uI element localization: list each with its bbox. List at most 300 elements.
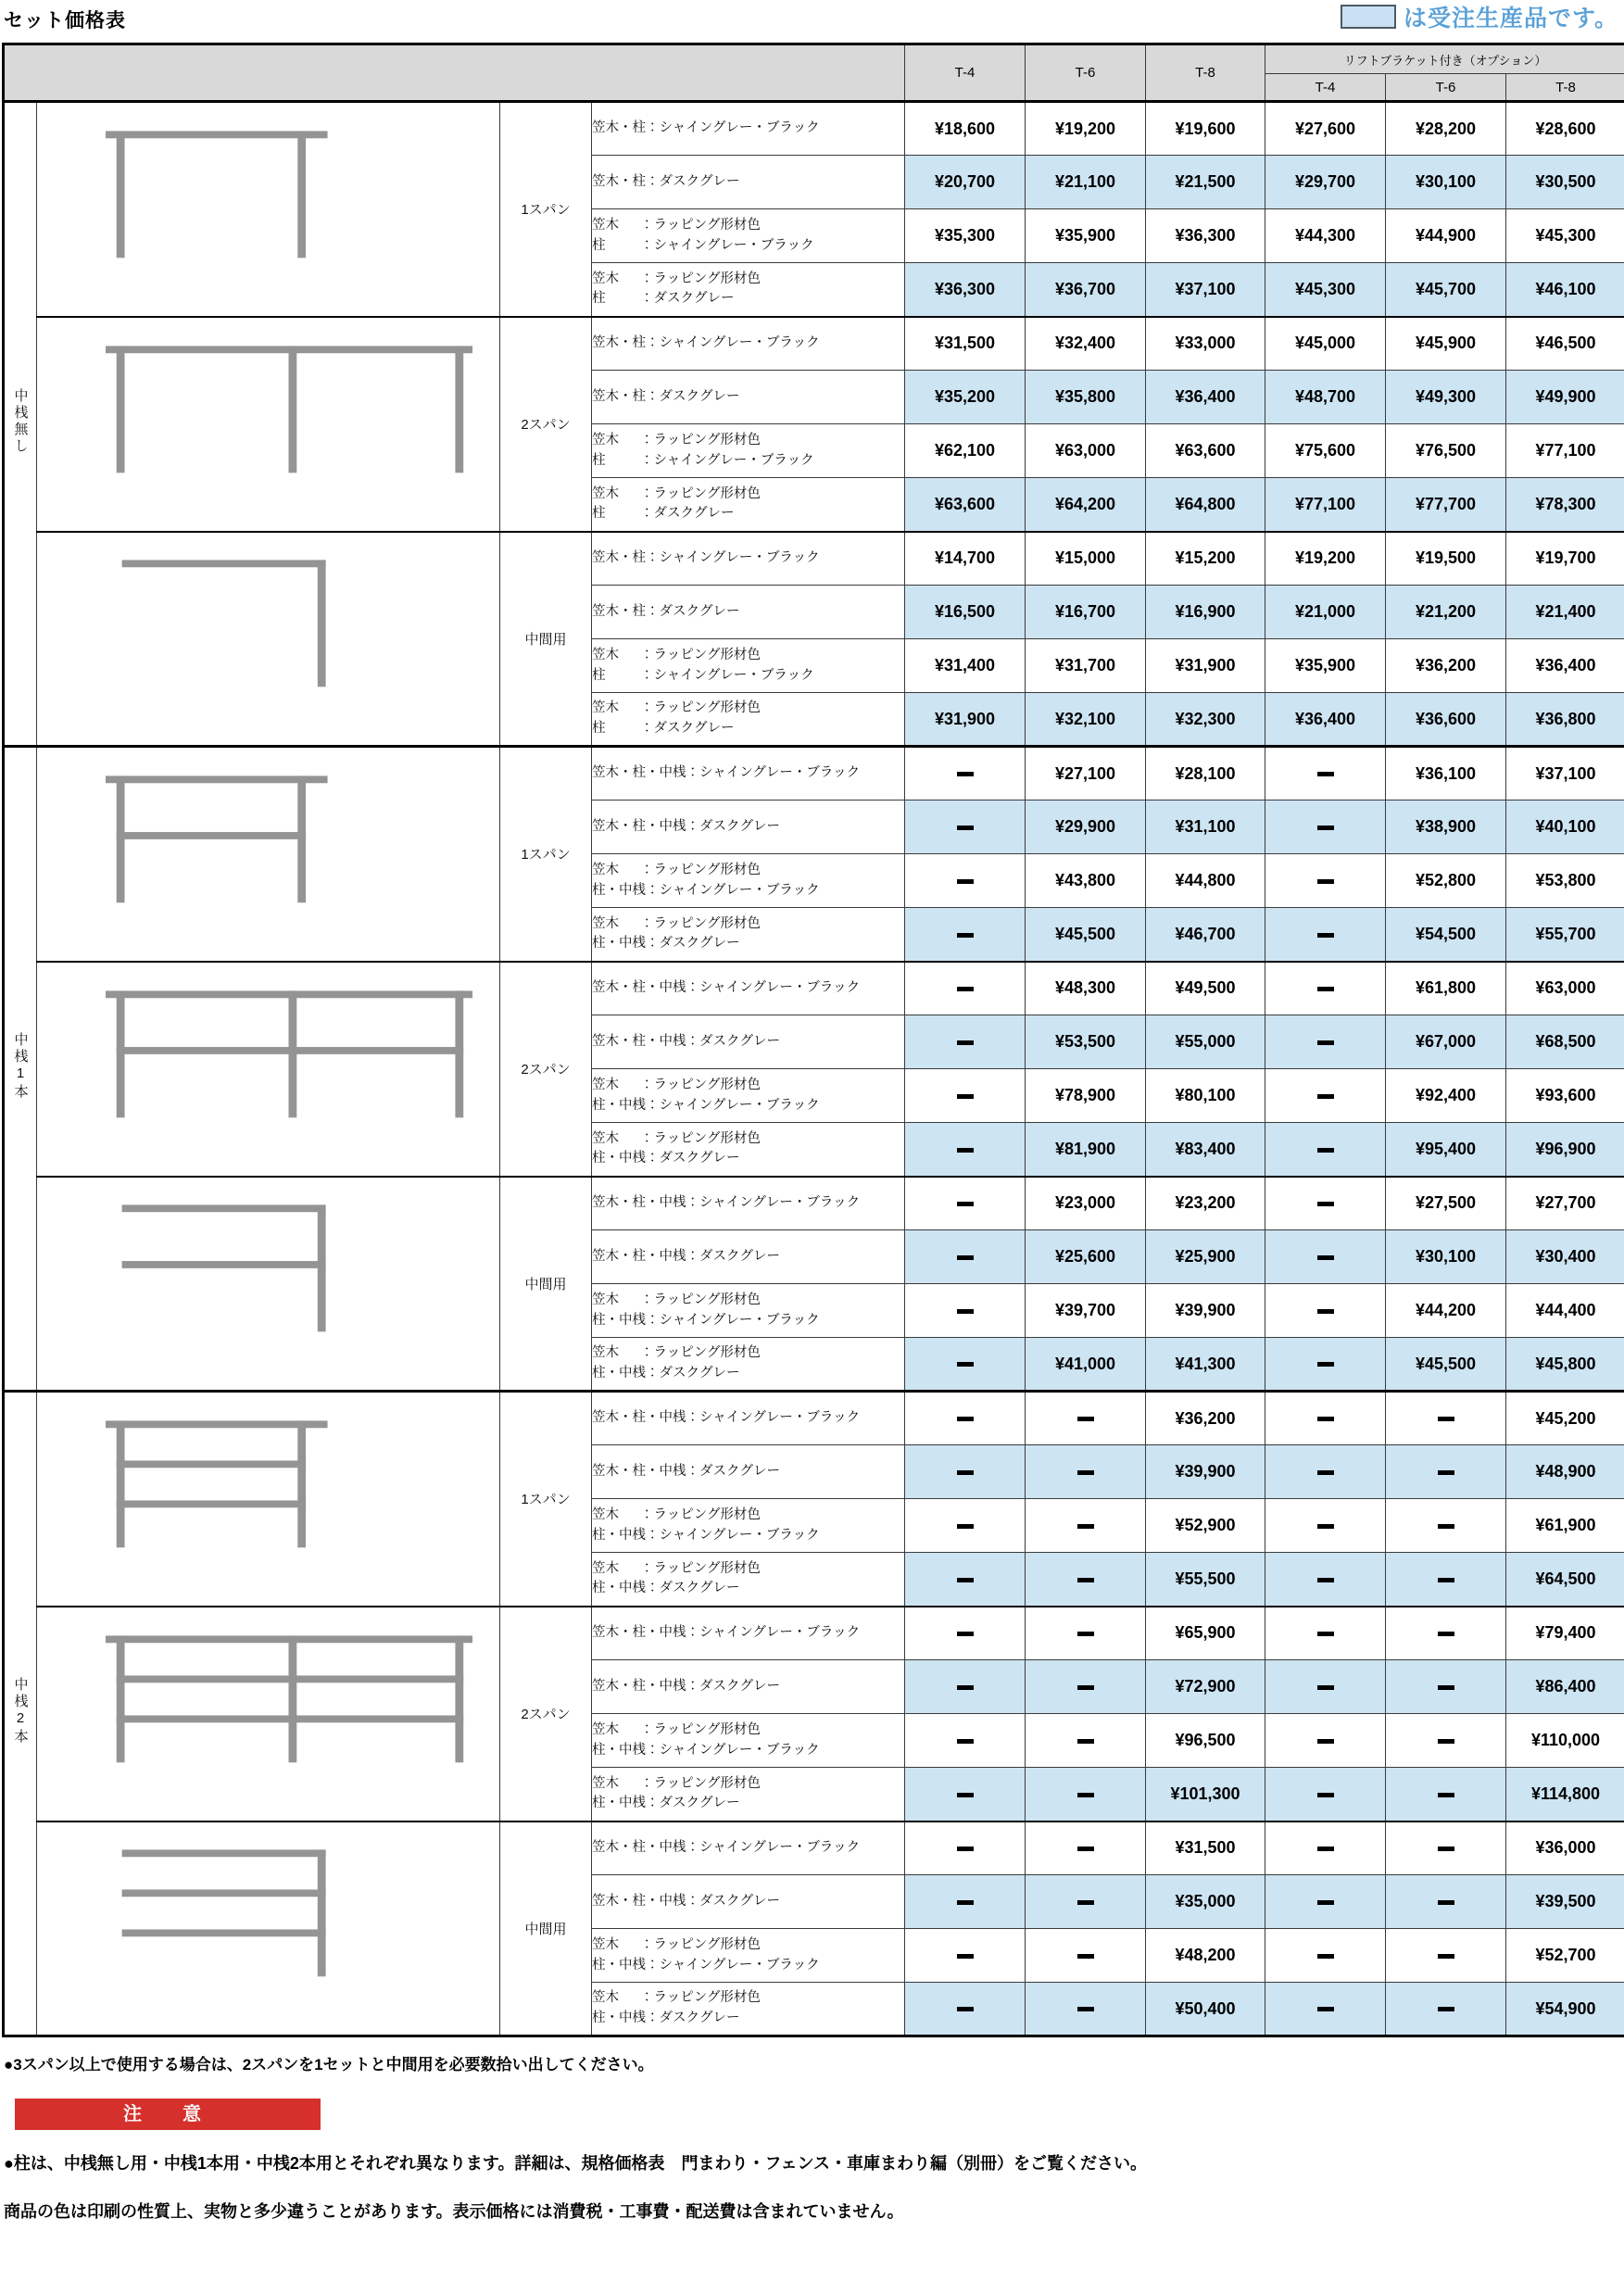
span-label-cell xyxy=(500,962,592,1177)
dash-mark xyxy=(1317,1900,1334,1905)
dash-mark xyxy=(1438,1470,1454,1475)
spec-color-value: ：シャイングレー・ブラック xyxy=(686,765,861,781)
price-cell xyxy=(905,1069,1026,1123)
price-cell xyxy=(1026,1015,1146,1069)
spec-line xyxy=(592,646,904,666)
price-value: ¥72,900 xyxy=(1175,1677,1236,1695)
spec-line xyxy=(592,666,904,687)
span-label: 中間用 xyxy=(524,1921,567,1937)
price-cell xyxy=(1026,1768,1146,1822)
price-cell xyxy=(1146,854,1265,908)
spec-line xyxy=(592,1623,904,1644)
price-value: ¥48,900 xyxy=(1535,1462,1596,1481)
price-cell xyxy=(1386,747,1506,800)
price-cell xyxy=(905,1607,1026,1660)
price-cell xyxy=(905,532,1026,586)
price-cell xyxy=(1026,1660,1146,1714)
dash-mark xyxy=(1317,1578,1334,1582)
price-value: ¥77,700 xyxy=(1415,494,1477,513)
price-value: ¥36,400 xyxy=(1535,656,1596,674)
price-cell xyxy=(1146,962,1265,1015)
spec-color-value: ：ラッピング形材色 xyxy=(640,485,761,501)
dash-mark xyxy=(1438,1685,1454,1690)
spec-line xyxy=(592,817,904,838)
spec-color-value: ：ダスクグレー xyxy=(646,1581,740,1596)
price-cell xyxy=(1386,962,1506,1015)
dash-mark xyxy=(1077,1470,1094,1475)
span-label-cell xyxy=(500,1607,592,1822)
price-cell xyxy=(1026,1607,1146,1660)
span-label: 2スパン xyxy=(521,1707,571,1722)
caution-badge: 注 意 xyxy=(15,2099,321,2130)
span-label: 1スパン xyxy=(521,1492,571,1508)
spec-cell xyxy=(592,1768,905,1822)
spec-line xyxy=(592,485,904,505)
price-value: ¥96,900 xyxy=(1535,1139,1596,1158)
spec-cell xyxy=(592,1230,905,1284)
price-value: ¥55,700 xyxy=(1535,924,1596,943)
price-cell xyxy=(1386,371,1506,424)
price-cell xyxy=(1265,908,1386,962)
price-value: ¥45,500 xyxy=(1415,1354,1477,1373)
spec-cell xyxy=(592,1069,905,1123)
price-value: ¥18,600 xyxy=(934,119,996,138)
price-cell xyxy=(1386,1230,1506,1284)
fence-diagram-span1-0rails xyxy=(56,107,482,311)
spec-cell xyxy=(592,1177,905,1230)
price-cell xyxy=(1265,1607,1386,1660)
dash-mark xyxy=(1438,1632,1454,1636)
price-cell xyxy=(905,586,1026,639)
spec-part-name: 笠木・柱・中桟 xyxy=(592,1893,686,1909)
price-cell xyxy=(1506,102,1624,156)
price-value: ¥41,300 xyxy=(1175,1354,1236,1373)
price-cell xyxy=(905,1392,1026,1445)
price-cell xyxy=(1386,854,1506,908)
price-value: ¥25,600 xyxy=(1054,1247,1116,1266)
price-value: ¥38,900 xyxy=(1415,817,1477,836)
dash-mark xyxy=(1317,879,1334,884)
price-cell xyxy=(1026,156,1146,209)
dash-mark xyxy=(1077,2007,1094,2011)
spec-color-value: ：ダスクグレー xyxy=(686,1893,780,1909)
made-to-order-legend-text: は受注生産品です。 xyxy=(1403,6,1618,32)
price-cell xyxy=(1146,1714,1265,1768)
col-header-lift-t8: T-8 xyxy=(1506,74,1624,102)
spec-cell xyxy=(592,639,905,693)
price-cell xyxy=(1265,1392,1386,1445)
spec-cell xyxy=(592,962,905,1015)
price-cell xyxy=(1265,854,1386,908)
price-cell xyxy=(1386,1392,1506,1445)
dash-mark xyxy=(1438,1524,1454,1529)
spec-line xyxy=(592,334,904,354)
spec-part-name: 笠木・柱・中桟 xyxy=(592,1248,686,1264)
price-value: ¥45,300 xyxy=(1294,279,1356,298)
spec-color-value: ：シャイングレー・ブラック xyxy=(646,1312,820,1328)
price-cell xyxy=(905,1875,1026,1929)
price-value: ¥44,900 xyxy=(1415,226,1477,245)
dash-mark xyxy=(1317,826,1334,830)
spec-color-value: ：ラッピング形材色 xyxy=(640,1345,761,1361)
spec-color-value: ：シャイングレー・ブラック xyxy=(686,1839,861,1855)
price-cell xyxy=(1026,1445,1146,1499)
dash-mark xyxy=(957,1470,974,1475)
price-cell xyxy=(1265,747,1386,800)
spec-line xyxy=(592,119,904,139)
price-cell xyxy=(1146,1607,1265,1660)
price-cell xyxy=(1026,1230,1146,1284)
dash-mark xyxy=(957,1524,974,1529)
spec-cell xyxy=(592,263,905,317)
price-cell xyxy=(1026,1284,1146,1338)
dash-mark xyxy=(1317,1793,1334,1797)
price-cell xyxy=(905,1015,1026,1069)
spec-part-name: 柱 xyxy=(592,506,606,522)
spec-part-name: 柱・中桟 xyxy=(592,1312,646,1328)
spec-color-value: ：ラッピング形材色 xyxy=(640,647,761,662)
price-cell xyxy=(1265,1069,1386,1123)
diagram-cell xyxy=(37,1392,500,1607)
price-cell xyxy=(1386,1875,1506,1929)
price-cell xyxy=(1146,908,1265,962)
price-value: ¥79,400 xyxy=(1535,1623,1596,1643)
spec-line xyxy=(592,1774,904,1795)
dash-mark xyxy=(957,1040,974,1045)
diagram-cell xyxy=(37,532,500,747)
price-cell xyxy=(1026,962,1146,1015)
price-value: ¥16,900 xyxy=(1175,602,1236,621)
price-value: ¥28,200 xyxy=(1415,119,1477,138)
price-cell xyxy=(1265,1177,1386,1230)
spec-part-name: 笠木 xyxy=(592,1721,619,1737)
price-value: ¥55,000 xyxy=(1175,1032,1236,1051)
spec-color-value: ：ラッピング形材色 xyxy=(640,1292,761,1307)
col-header-t6: T-6 xyxy=(1026,44,1146,102)
price-cell xyxy=(1386,317,1506,371)
spec-color-value: ：ダスクグレー xyxy=(640,721,735,736)
spec-color-value: ：シャイングレー・ブラック xyxy=(686,1410,861,1426)
price-value: ¥63,000 xyxy=(1535,978,1596,998)
dash-mark xyxy=(957,1362,974,1367)
price-cell xyxy=(1265,1284,1386,1338)
price-cell xyxy=(1146,532,1265,586)
price-cell xyxy=(1026,1069,1146,1123)
spec-color-value: ：ダスクグレー xyxy=(646,1796,740,1811)
price-value: ¥45,300 xyxy=(1535,226,1596,245)
price-cell xyxy=(1386,1983,1506,2036)
spec-part-name: 柱・中桟 xyxy=(592,2011,646,2025)
spec-part-name: 笠木・柱 xyxy=(592,334,646,350)
price-value: ¥62,100 xyxy=(934,441,996,460)
group-label-cell xyxy=(4,747,37,1392)
price-value: ¥61,900 xyxy=(1535,1516,1596,1534)
dash-mark xyxy=(1317,1524,1334,1529)
price-cell xyxy=(1146,1822,1265,1875)
span-label: 中間用 xyxy=(524,1276,567,1292)
spec-line xyxy=(592,1794,904,1814)
price-value: ¥53,800 xyxy=(1535,871,1596,889)
price-cell xyxy=(1506,1230,1624,1284)
price-cell xyxy=(1265,1875,1386,1929)
spec-line xyxy=(592,431,904,451)
price-cell xyxy=(1146,1123,1265,1177)
diagram-cell xyxy=(37,317,500,532)
price-cell xyxy=(1026,800,1146,854)
spec-part-name: 笠木・柱・中桟 xyxy=(592,765,686,781)
spec-line xyxy=(592,2009,904,2029)
price-value: ¥63,600 xyxy=(934,494,996,513)
spec-part-name: 柱・中桟 xyxy=(592,1742,646,1758)
price-cell xyxy=(1146,1768,1265,1822)
price-cell xyxy=(1506,1392,1624,1445)
price-value: ¥29,700 xyxy=(1294,172,1356,191)
price-cell xyxy=(1265,1230,1386,1284)
price-cell xyxy=(1506,908,1624,962)
price-cell xyxy=(905,1338,1026,1392)
price-cell xyxy=(1265,424,1386,478)
price-value: ¥92,400 xyxy=(1415,1086,1477,1104)
dash-mark xyxy=(1077,1578,1094,1582)
price-cell xyxy=(1386,1929,1506,1983)
price-value: ¥27,500 xyxy=(1415,1193,1477,1213)
price-cell xyxy=(1265,1929,1386,1983)
price-cell xyxy=(1026,102,1146,156)
fence-diagram-mid-0rails xyxy=(56,536,482,740)
price-cell xyxy=(1146,1015,1265,1069)
dash-mark xyxy=(1317,772,1334,776)
price-cell xyxy=(1146,1660,1265,1714)
spec-line xyxy=(592,1935,904,1956)
price-cell xyxy=(1506,156,1624,209)
spec-color-value: ：ラッピング形材色 xyxy=(640,1721,761,1737)
spec-color-value: ：ラッピング形材色 xyxy=(640,1077,761,1092)
price-cell xyxy=(1506,1660,1624,1714)
price-cell xyxy=(1026,1983,1146,2036)
spec-color-value: ：ラッピング形材色 xyxy=(640,432,761,447)
price-value: ¥36,300 xyxy=(934,279,996,298)
price-cell xyxy=(1026,1499,1146,1553)
spec-cell xyxy=(592,1983,905,2036)
price-value: ¥65,900 xyxy=(1175,1623,1236,1643)
price-cell xyxy=(1026,586,1146,639)
table-row xyxy=(4,317,1624,371)
price-cell xyxy=(1506,1714,1624,1768)
table-row xyxy=(4,747,1624,800)
price-cell xyxy=(905,102,1026,156)
price-cell xyxy=(1265,102,1386,156)
spec-color-value: ：ラッピング形材色 xyxy=(640,271,761,286)
fence-diagram-span1-2rails xyxy=(56,1397,482,1601)
price-cell xyxy=(1265,800,1386,854)
span-label: 中間用 xyxy=(524,631,567,648)
price-cell xyxy=(1026,1875,1146,1929)
spec-line xyxy=(592,1032,904,1053)
spec-part-name: 柱・中桟 xyxy=(592,1796,646,1811)
dash-mark xyxy=(957,1793,974,1797)
price-cell xyxy=(1386,1015,1506,1069)
price-cell xyxy=(1506,1768,1624,1822)
price-value: ¥45,200 xyxy=(1535,1408,1596,1428)
header-corner-cell xyxy=(4,44,905,102)
spec-cell xyxy=(592,1015,905,1069)
price-cell xyxy=(1265,693,1386,747)
spec-color-value: ：シャイングレー・ブラック xyxy=(686,1624,861,1640)
price-cell xyxy=(905,1929,1026,1983)
price-value: ¥83,400 xyxy=(1175,1139,1236,1158)
post-difference-note: ●柱は、中桟無し用・中桟1本用・中桟2本用とそれぞれ異なります。詳細は、規格価格表 門まわり・フェンス・車庫まわり編（別冊）をご覧ください。 xyxy=(4,2154,1148,2173)
spec-color-value: ：ラッピング形材色 xyxy=(640,1506,761,1522)
span-usage-note: ●3スパン以上で使用する場合は、2スパンを1セットと中間用を必要数拾い出してください。 xyxy=(4,2056,654,2074)
spec-color-value: ：ラッピング形材色 xyxy=(640,700,761,716)
price-value: ¥49,300 xyxy=(1415,387,1477,406)
spec-part-name: 笠木・柱・中桟 xyxy=(592,979,686,995)
dash-mark xyxy=(957,1309,974,1314)
price-cell xyxy=(1386,1822,1506,1875)
price-value: ¥39,900 xyxy=(1175,1301,1236,1319)
spec-line xyxy=(592,914,904,935)
spec-cell xyxy=(592,1123,905,1177)
price-cell xyxy=(1506,747,1624,800)
span-label-cell xyxy=(500,317,592,532)
price-value: ¥41,000 xyxy=(1054,1354,1116,1373)
price-cell xyxy=(1265,1015,1386,1069)
spec-part-name: 柱 xyxy=(592,452,606,468)
dash-mark xyxy=(957,1847,974,1851)
diagram-cell xyxy=(37,1822,500,2036)
dash-mark xyxy=(957,1255,974,1260)
spec-part-name: 笠木・柱・中桟 xyxy=(592,1410,686,1426)
price-value: ¥49,900 xyxy=(1535,387,1596,406)
span-label: 2スパン xyxy=(521,417,571,433)
price-cell xyxy=(1386,478,1506,532)
spec-part-name: 笠木・柱・中桟 xyxy=(592,1839,686,1855)
fence-diagram-span2-0rails xyxy=(56,322,482,526)
spec-line xyxy=(592,881,904,901)
price-cell xyxy=(1265,1445,1386,1499)
spec-line xyxy=(592,934,904,954)
price-cell xyxy=(1026,1822,1146,1875)
price-cell xyxy=(1506,1069,1624,1123)
price-cell xyxy=(1386,1660,1506,1714)
span-label-cell xyxy=(500,747,592,962)
dash-mark xyxy=(1438,1739,1454,1744)
price-cell xyxy=(1026,1123,1146,1177)
spec-part-name: 笠木 xyxy=(592,271,619,286)
price-value: ¥48,700 xyxy=(1294,387,1356,406)
spec-part-name: 柱・中桟 xyxy=(592,936,646,952)
made-to-order-swatch xyxy=(1341,5,1396,29)
spec-part-name: 笠木・柱 xyxy=(592,388,646,404)
spec-color-value: ：ダスクグレー xyxy=(646,1151,740,1166)
price-cell xyxy=(905,209,1026,263)
price-cell xyxy=(905,1660,1026,1714)
price-cell xyxy=(1146,156,1265,209)
price-cell xyxy=(1265,1553,1386,1607)
price-cell xyxy=(1386,102,1506,156)
price-cell xyxy=(1506,1983,1624,2036)
price-value: ¥53,500 xyxy=(1054,1032,1116,1051)
price-value: ¥30,100 xyxy=(1415,172,1477,191)
price-cell xyxy=(1506,317,1624,371)
price-value: ¥67,000 xyxy=(1415,1032,1477,1051)
price-value: ¥15,200 xyxy=(1175,548,1236,568)
price-cell xyxy=(905,693,1026,747)
color-price-note: 商品の色は印刷の性質上、実物と多少違うことがあります。表示価格には消費税・工事費・配送費は含まれていません。 xyxy=(4,2202,904,2221)
span-label-cell xyxy=(500,1392,592,1607)
fence-diagram-span2-2rails xyxy=(56,1612,482,1816)
spec-part-name: 笠木 xyxy=(592,432,619,447)
price-value: ¥64,200 xyxy=(1054,494,1116,513)
price-cell xyxy=(1506,1177,1624,1230)
spec-color-value: ：シャイングレー・ブラック xyxy=(686,979,861,995)
dash-mark xyxy=(1077,1632,1094,1636)
price-value: ¥36,400 xyxy=(1175,387,1236,406)
price-cell xyxy=(1026,1929,1146,1983)
spec-part-name: 笠木・柱・中桟 xyxy=(592,1033,686,1049)
price-cell xyxy=(905,747,1026,800)
price-value: ¥95,400 xyxy=(1415,1139,1477,1158)
price-cell xyxy=(1146,693,1265,747)
dash-mark xyxy=(1317,1202,1334,1206)
spec-line xyxy=(592,1579,904,1599)
price-cell xyxy=(1386,639,1506,693)
price-value: ¥36,100 xyxy=(1415,763,1477,783)
price-cell xyxy=(1265,1338,1386,1392)
price-cell xyxy=(905,1553,1026,1607)
col-header-lift-t4: T-4 xyxy=(1265,74,1386,102)
price-cell xyxy=(1146,1338,1265,1392)
header-row-1 xyxy=(4,44,1624,74)
spec-color-value: ：ラッピング形材色 xyxy=(640,1560,761,1576)
spec-part-name: 笠木 xyxy=(592,1345,619,1361)
diagram-cell xyxy=(37,747,500,962)
price-cell xyxy=(1506,1553,1624,1607)
price-cell xyxy=(1506,1338,1624,1392)
spec-cell xyxy=(592,1284,905,1338)
spec-part-name: 笠木 xyxy=(592,1990,619,2006)
price-cell xyxy=(1386,1284,1506,1338)
spec-part-name: 笠木 xyxy=(592,647,619,662)
spec-color-value: ：ダスクグレー xyxy=(646,388,740,404)
price-cell xyxy=(1386,800,1506,854)
dash-mark xyxy=(957,987,974,991)
price-cell xyxy=(1386,1714,1506,1768)
price-value: ¥46,700 xyxy=(1175,924,1236,943)
price-value: ¥77,100 xyxy=(1535,441,1596,460)
price-cell xyxy=(1026,1392,1146,1445)
price-cell xyxy=(1386,1768,1506,1822)
spec-color-value: ：シャイングレー・ブラック xyxy=(640,237,814,253)
price-value: ¥31,500 xyxy=(934,334,996,353)
price-value: ¥36,600 xyxy=(1415,709,1477,728)
group-label: 中桟1本 xyxy=(12,1032,29,1101)
dash-mark xyxy=(1317,1040,1334,1045)
dash-mark xyxy=(1077,1954,1094,1959)
price-cell xyxy=(905,478,1026,532)
price-value: ¥110,000 xyxy=(1530,1731,1601,1749)
price-cell xyxy=(1146,209,1265,263)
dash-mark xyxy=(957,1632,974,1636)
spec-line xyxy=(592,699,904,719)
price-cell xyxy=(1146,800,1265,854)
spec-line xyxy=(592,1526,904,1546)
price-value: ¥36,700 xyxy=(1054,279,1116,298)
price-cell xyxy=(1386,424,1506,478)
price-table-body xyxy=(4,102,1624,2036)
price-cell xyxy=(1146,1445,1265,1499)
price-cell xyxy=(1026,1338,1146,1392)
